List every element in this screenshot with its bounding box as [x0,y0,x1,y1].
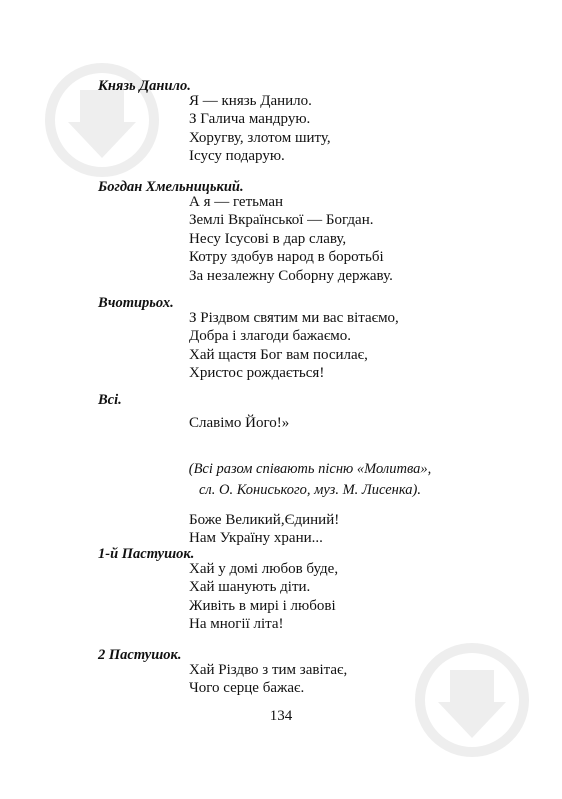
verse-line: Котру здобув народ в боротьбі [189,249,384,266]
verse-line: Несу Ісусові в дар славу, [189,230,347,247]
verse-block [189,92,331,166]
verse-line: На многії літа! [189,616,284,633]
verse-line: Хоругву, злотом шиту, [189,129,331,146]
verse-line: Славімо Його!» [189,415,290,431]
speaker-name: Вчотирьох. [98,295,174,311]
verse-line: Христос рождається! [189,365,325,382]
verse-line: Землі Вкраїнської — Богдан. [189,212,374,229]
verse-block [189,309,399,383]
verse-line: Боже Великий,Єдиний! [189,512,340,528]
page-number: 134 [269,708,293,724]
verse-line: Я — князь Данило. [189,93,312,109]
download-arrow-watermark-icon [412,640,532,760]
verse-line: Добра і злагоди бажаємо. [189,328,352,345]
stage-direction-line: (Всі разом співають пісню «Молитва», [188,461,432,477]
speaker-name: Князь Данило. [98,78,191,94]
stage-direction-line: сл. О. Кониського, муз. М. Лисенка). [199,481,421,498]
verse-line: Нам Україну храни... [189,530,323,547]
verse-line: Живіть в мирі і любові [189,597,336,614]
song-block [189,511,339,548]
verse-line: З Галича мандрую. [189,111,311,128]
verse-line: Чого серце бажає. [189,680,305,697]
verse-line: Ісусу подарую. [189,148,285,165]
verse-line: За незалежну Соборну державу. [189,267,393,284]
verse-line: Хай шанують діти. [189,579,311,596]
verse-line: З Різдвом святим ми вас вітаємо, [189,310,399,326]
stage-direction [150,459,470,500]
verse-block [189,560,338,634]
verse-line: Хай Різдво з тим завітає, [189,662,348,678]
verse-line: Хай у домі любов буде, [189,561,339,577]
speaker-name: Богдан Хмельницький. [98,179,244,195]
verse-block [189,193,393,285]
speaker-name: 2 Пастушок. [98,647,182,663]
speaker-name: Всі. [98,392,122,408]
speaker-name: 1-й Пастушок. [98,546,195,562]
verse-line: Хай щастя Бог вам посилає, [189,346,368,363]
verse-block [189,661,347,698]
verse-block [189,414,289,432]
verse-line: А я — гетьман [189,194,284,210]
